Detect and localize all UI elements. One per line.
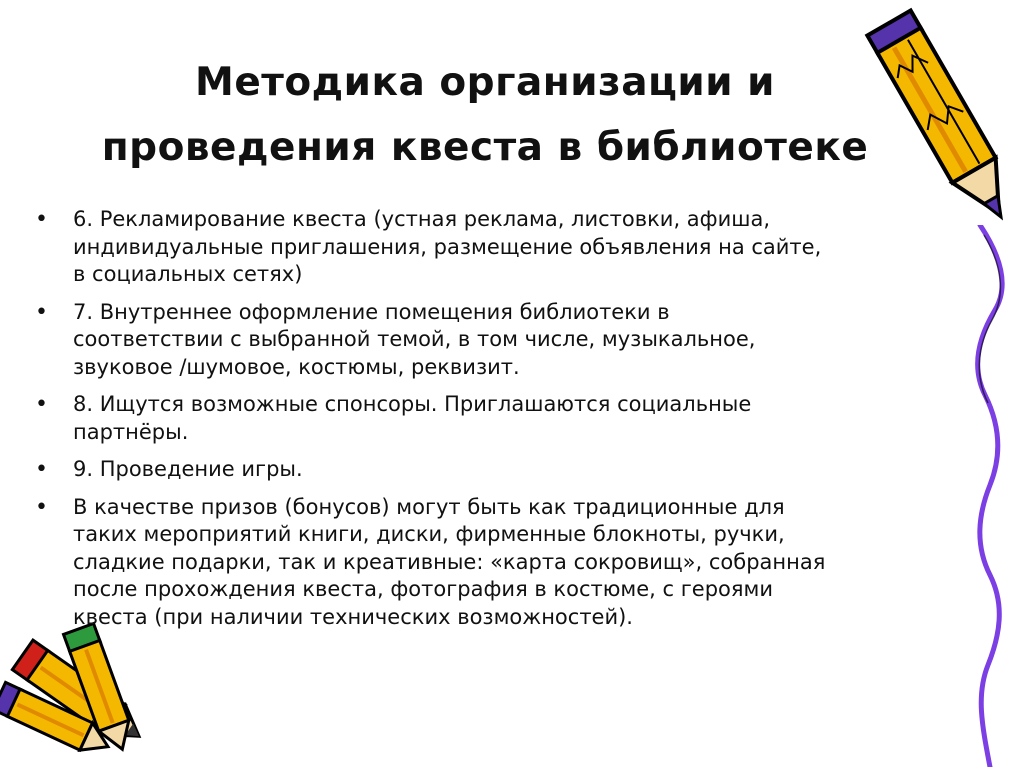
bullet-item-9	[35, 456, 985, 484]
bullet-line: 7. Внутреннее оформление помещения библиотеки в	[73, 299, 670, 324]
bullet-text	[73, 206, 985, 289]
bullet-dot-icon: •	[35, 494, 48, 520]
bullet-list	[35, 206, 985, 641]
bullet-line: звуковое /шумовое, костюмы, реквизит.	[73, 354, 520, 379]
bullet-item-7	[35, 299, 985, 382]
bullet-line: квеста (при наличии технических возможностей).	[73, 604, 633, 629]
bullet-line: соответствии с выбранной темой, в том числе, музыкальное,	[73, 327, 756, 351]
bullet-item-8	[35, 391, 985, 446]
bullet-line: В качестве призов (бонусов) могут быть как традиционные для	[73, 494, 785, 519]
bullet-line: 8. Ищутся возможные спонсоры. Приглашаются социальные	[73, 392, 752, 416]
bullet-line: сладкие подарки, так и креативные: «карта сокровищ», собранная	[73, 549, 826, 574]
bullet-line: после прохождения квеста, фотография в костюме, с героями	[73, 577, 774, 601]
bullet-text	[73, 299, 985, 382]
bullet-text	[73, 494, 985, 632]
bullet-dot-icon: •	[35, 457, 48, 482]
bullet-line: партнёры.	[73, 419, 189, 444]
bullet-line: таких мероприятий книги, диски, фирменные блокноты, ручки,	[73, 522, 785, 546]
bullet-item-prizes	[35, 494, 985, 632]
bullet-text	[73, 391, 985, 446]
bullet-dot-icon: •	[35, 207, 48, 232]
page-title	[60, 50, 910, 180]
bullet-line: индивидуальные приглашения, размещение объявления на сайте,	[73, 234, 822, 259]
bullet-line: 9. Проведение игры.	[73, 457, 303, 481]
bullet-line: в социальных сетях)	[73, 262, 303, 286]
title-line-1: Методика организации и	[195, 60, 775, 105]
bullet-line: 6. Рекламирование квеста (устная реклама, листовки, афиша,	[73, 207, 771, 231]
bullet-dot-icon: •	[35, 392, 48, 417]
bullet-item-6	[35, 206, 985, 289]
bullet-text	[73, 456, 985, 484]
bullet-dot-icon: •	[35, 299, 48, 325]
title-line-2: проведения квеста в библиотеке	[101, 125, 869, 170]
